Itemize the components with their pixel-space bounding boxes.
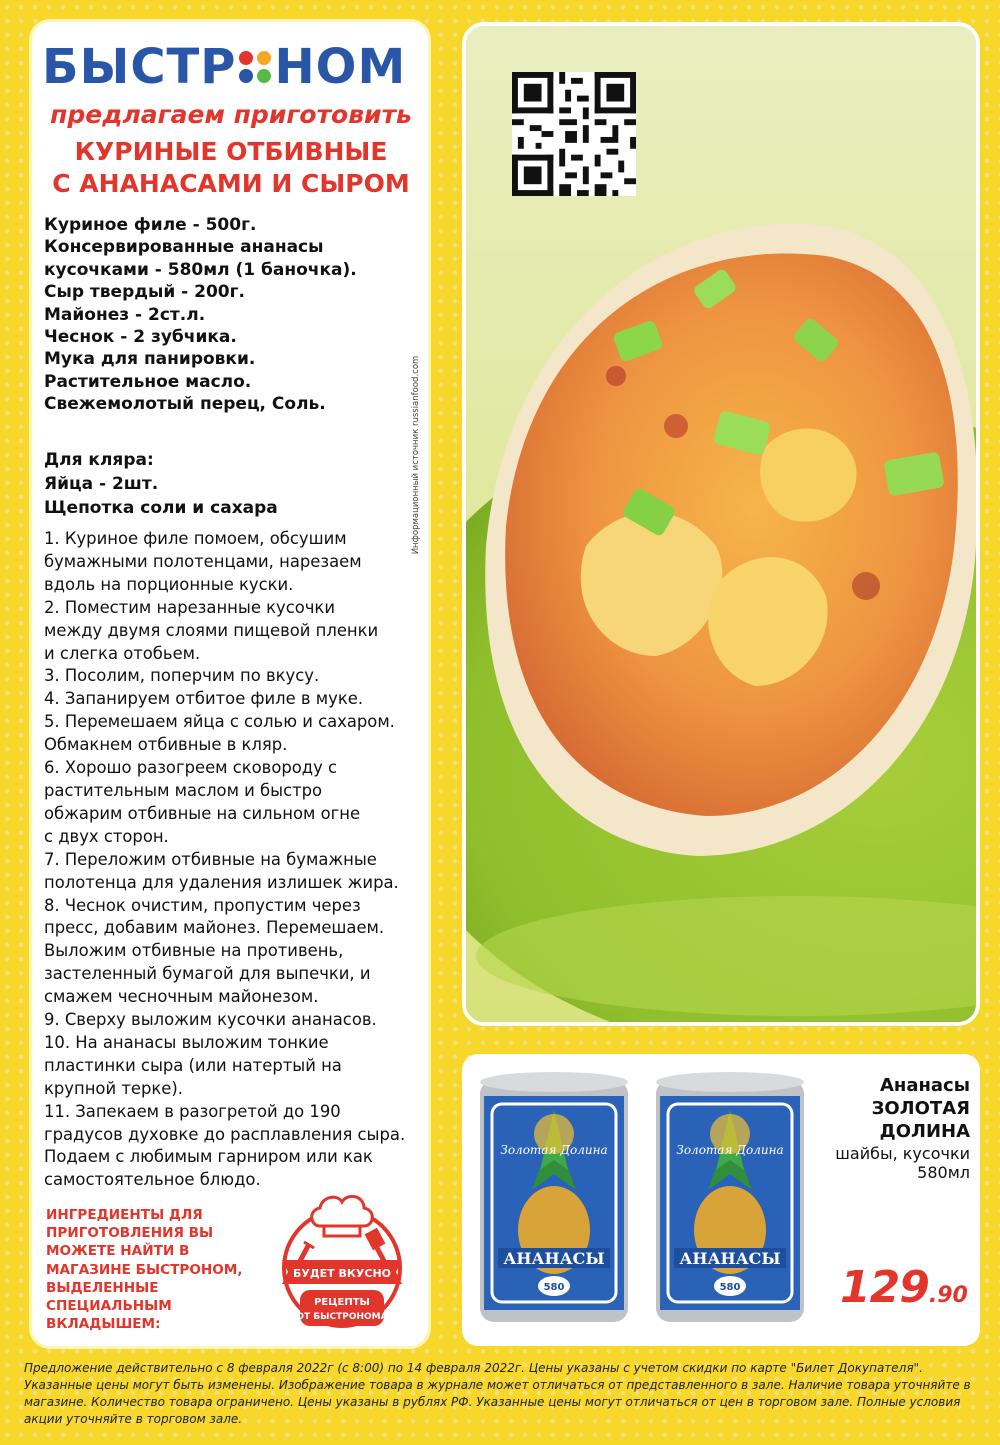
chef-hat-icon (312, 1196, 373, 1236)
ingredient-line: Куриное филе - 500г. (44, 215, 257, 235)
step-line: Обмакнем отбивные в кляр. (44, 735, 288, 755)
recipe-title-line: С АНАНАСАМИ И СЫРОМ (52, 169, 410, 198)
product-name-line: ЗОЛОТАЯ (871, 1098, 970, 1119)
step-line: пресс, добавим майонез. Перемешаем. (44, 918, 385, 938)
step-line: вдоль на порционные куски. (44, 574, 294, 594)
step-line: 11. Запекаем в разогретой до 190 (44, 1101, 341, 1121)
ingredient-line: Сыр твердый - 200г. (44, 282, 245, 303)
ingredient-line: Майонез - 2ст.л. (44, 304, 206, 325)
dish-photo (462, 22, 980, 1026)
step-line: 3. Посолим, поперчим по вкусу. (44, 666, 320, 686)
product-description (835, 1144, 970, 1182)
product-price (840, 1262, 968, 1313)
step-line: 5. Перемешаем яйца с солью и сахаром. (44, 712, 395, 732)
step-line: самостоятельное блюдо. (44, 1170, 261, 1190)
step-line: 8. Чеснок очистим, пропустим через (44, 895, 361, 915)
legal-footer: Предложение действительно с 8 февраля 2022г (с 8:00) по 14 февраля 2022г. Цены указаны с учетом скидки по карте "Билет Докупателя". Указанные цены могут быть изменены. Изображение товара в журнале может отличаться от представленного в зале. Наличие товара уточняйте в магазине. Количество товара ограничено. Цены указаны в рублях РФ. Указанные цены могут отличаться от цен в торговом зале. Полные условия акции уточняйте в торговом зале. (24, 1361, 971, 1426)
can-brand-text: Золотая Долина (676, 1143, 784, 1157)
step-line: 10. На ананасы выложим тонкие (44, 1032, 329, 1052)
can-label-text: АНАНАСЫ (503, 1249, 605, 1268)
step-line: Выложим отбивные на противень, (44, 941, 344, 961)
step-line: и слегка отобьем. (44, 643, 201, 663)
step-line: крупной терке). (44, 1078, 183, 1098)
price-kopecks: .90 (928, 1283, 968, 1308)
store-ingredients-note (46, 1206, 256, 1333)
step-line: 1. Куриное филе помоем, обсушим (44, 529, 347, 548)
can-brand-text: Золотая Долина (500, 1143, 608, 1157)
badge-bottom-text: РЕЦЕПТЫ (314, 1297, 370, 1308)
ingredient-line: Чеснок - 2 зубчика. (44, 327, 237, 348)
step-line: обжарим отбивные на сильном огне (44, 803, 361, 823)
badge-bottom-text: ОТ БЫСТРОНОМА (296, 1312, 388, 1322)
step-line: полотенца для удаления излишек жира. (44, 872, 399, 892)
batter-line: Щепотка соли и сахара (44, 498, 278, 518)
batter-ingredients (44, 448, 414, 520)
pineapple-can-image (650, 1070, 810, 1332)
step-line: 2. Поместим нарезанные кусочки (44, 597, 335, 617)
logo-text-right: НОМ (274, 39, 407, 95)
step-line: Подаем с любимым гарниром или как (44, 1147, 373, 1167)
product-name-line: Ананасы (879, 1075, 970, 1096)
ingredient-line: Консервированные ананасы (44, 237, 324, 258)
step-line: 9. Сверху выложим кусочки ананасов. (44, 1010, 377, 1030)
step-line: 4. Запанируем отбитое филе в муке. (44, 689, 364, 709)
pineapple-can-image (474, 1070, 634, 1332)
batter-heading: Для кляра: (44, 450, 154, 470)
step-line: пластинки сыра (или натертый на (44, 1055, 342, 1075)
note-line: СПЕЦИАЛЬНЫМ (46, 1298, 172, 1315)
step-line: градусов духовке до расплавления сыра. (44, 1124, 406, 1144)
ingredient-line: Растительное масло. (44, 371, 252, 392)
ingredients-list (44, 214, 414, 416)
qr-code[interactable] (512, 72, 636, 196)
source-credit (408, 340, 424, 570)
note-line: ИНГРЕДИЕНТЫ ДЛЯ (46, 1207, 203, 1223)
can-volume-text: 580 (543, 1282, 565, 1293)
recipe-title-line: КУРИНЫЕ ОТБИВНЫЕ (74, 137, 388, 166)
step-line: бумажными полотенцами, нарезаем (44, 551, 362, 571)
logo-text-left: БЫСТР (42, 39, 237, 95)
product-name-line: ДОЛИНА (879, 1121, 970, 1142)
can-label-text: АНАНАСЫ (679, 1249, 781, 1268)
note-line: МАГАЗИНЕ БЫСТРОНОМ, (46, 1261, 243, 1278)
step-line: с двух сторон. (44, 826, 169, 846)
product-desc-line: шайбы, кусочки (835, 1144, 970, 1163)
store-logo (42, 40, 422, 94)
source-credit-text: Информационный источник russianfood.com (411, 355, 421, 555)
note-line: ВКЛАДЫШЕМ: (46, 1316, 161, 1333)
ingredient-line: Мука для панировки. (44, 349, 256, 370)
ingredient-line: Свежемолотый перец, Соль. (44, 394, 326, 415)
step-line: растительным маслом и быстро (44, 780, 323, 800)
price-rubles: 129 (840, 1262, 929, 1313)
step-line: застеленный бумагой для выпечки, и (44, 964, 371, 984)
recipe-steps (44, 528, 418, 1192)
can-volume-text: 580 (719, 1282, 741, 1293)
badge-top-text: БУДЕТ ВКУСНО (293, 1267, 391, 1280)
note-line: МОЖЕТЕ НАЙТИ В (46, 1243, 190, 1260)
note-line: ВЫДЕЛЕННЫЕ (46, 1279, 159, 1296)
recipe-title (40, 136, 422, 200)
recipe-subtitle: предлагаем приготовить (50, 100, 412, 129)
step-line: между двумя слоями пищевой пленки (44, 620, 379, 640)
product-desc-line: 580мл (917, 1163, 970, 1182)
recipes-badge (272, 1186, 412, 1336)
logo-dots-icon (239, 51, 271, 83)
product-name (872, 1074, 970, 1143)
step-line: смажем чесночным майонезом. (44, 987, 319, 1007)
note-line: ПРИГОТОВЛЕНИЯ ВЫ (46, 1225, 214, 1242)
ingredient-line: кусочками - 580мл (1 баночка). (44, 259, 357, 280)
step-line: 6. Хорошо разогреем сковороду с (44, 758, 338, 778)
batter-line: Яйца - 2шт. (44, 474, 159, 494)
step-line: 7. Переложим отбивные на бумажные (44, 849, 377, 869)
